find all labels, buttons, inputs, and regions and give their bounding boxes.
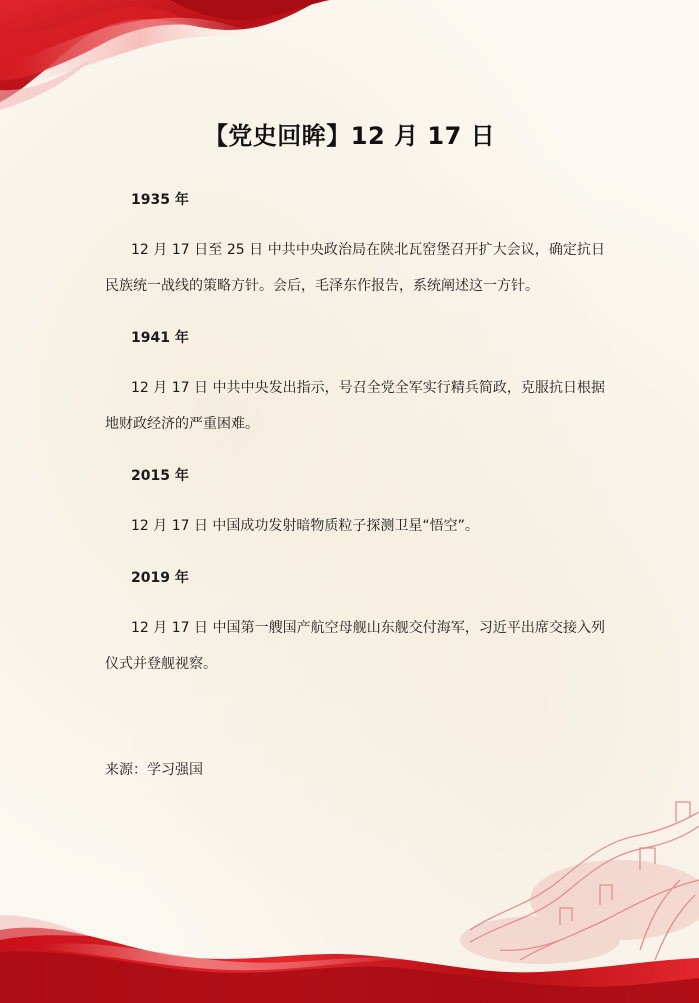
entry-year: 1941 年 [131,330,189,346]
entry-year: 2019 年 [131,570,189,586]
source-credit: 来源：学习强国 [105,762,203,778]
entry-text: 12 月 17 日 中国第一艘国产航空母舰山东舰交付海军，习近平出席交接入列仪式并登舰视察。 [105,620,605,672]
entry-text: 12 月 17 日 中共中央发出指示，号召全党全军实行精兵简政，克服抗日根据地财政经济的严重困难。 [105,380,605,432]
entry-text: 12 月 17 日 中国成功发射暗物质粒子探测卫星“悟空”。 [131,518,479,534]
timeline-content [105,188,605,682]
entry-year: 1935 年 [131,192,189,208]
entry-text: 12 月 17 日至 25 日 中共中央政治局在陕北瓦窑堡召开扩大会议，确定抗日民族统一战线的策略方针。会后，毛泽东作报告，系统阐述这一方针。 [105,242,605,294]
red-ribbon-top-decoration [0,0,699,120]
page-title: 【党史回眸】12 月 17 日 [203,122,496,150]
entry-year: 2015 年 [131,468,189,484]
